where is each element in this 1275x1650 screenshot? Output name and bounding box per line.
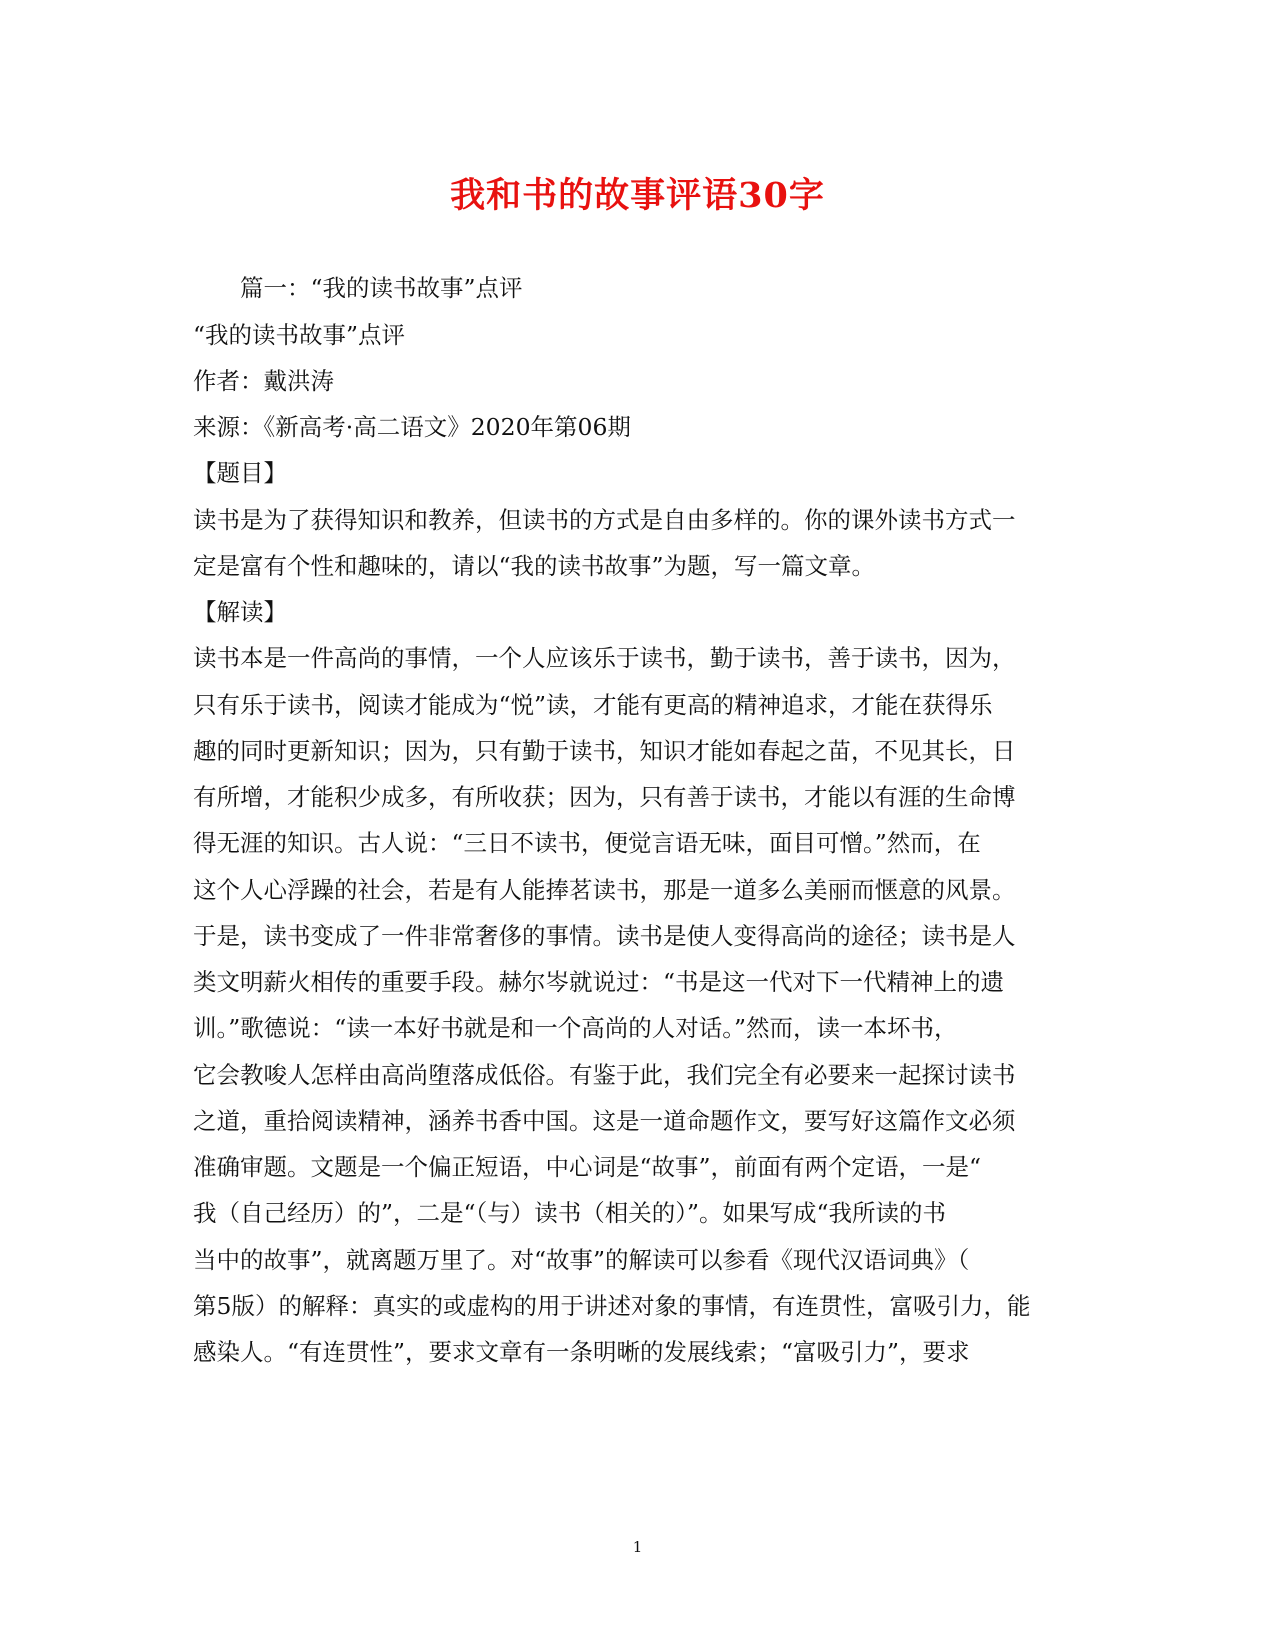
analysis-text-line: 趣的同时更新知识；因为，只有勤于读书，知识才能如春起之苗，不见其长，日 [193, 737, 1016, 765]
analysis-text-line: 类文明薪火相传的重要手段。赫尔岑就说过：“书是这一代对下一代精神上的遗 [193, 968, 1005, 996]
analysis-text-line: 第5版）的解释：真实的或虚构的用于讲述对象的事情，有连贯性，富吸引力，能 [193, 1292, 1031, 1320]
analysis-text-line: 准确审题。文题是一个偏正短语，中心词是“故事”，前面有两个定语，一是“ [193, 1153, 982, 1181]
analysis-text-line: 得无涯的知识。古人说：“三日不读书，便觉言语无味，面目可憎。”然而，在 [193, 829, 981, 857]
analysis-text-line: 只有乐于读书，阅读才能成为“悦”读，才能有更高的精神追求，才能在获得乐 [193, 691, 993, 719]
topic-heading: 【题目】 [193, 459, 287, 487]
source-line: 来源：《新高考·高二语文》2020年第06期 [193, 413, 631, 441]
analysis-text-line: 我（自己经历）的”，二是“（与）读书（相关的）”。如果写成“我所读的书 [193, 1199, 947, 1227]
topic-text-line: 读书是为了获得知识和教养，但读书的方式是自由多样的。你的课外读书方式一 [193, 506, 1016, 534]
page-number: 1 [632, 1538, 643, 1556]
article-title-line: “我的读书故事”点评 [193, 321, 406, 349]
analysis-text-line: 感染人。“有连贯性”，要求文章有一条明晰的发展线索；“富吸引力”，要求 [193, 1338, 970, 1366]
author-line: 作者：戴洪涛 [193, 367, 334, 395]
page-title: 我和书的故事评语30字 [450, 175, 825, 216]
analysis-text-line: 之道，重拾阅读精神，涵养书香中国。这是一道命题作文，要写好这篇作文必须 [193, 1107, 1016, 1135]
analysis-text-line: 它会教唆人怎样由高尚堕落成低俗。有鉴于此，我们完全有必要来一起探讨读书 [193, 1061, 1016, 1089]
analysis-text-line: 于是，读书变成了一件非常奢侈的事情。读书是使人变得高尚的途径；读书是人 [193, 922, 1016, 950]
topic-text-line: 定是富有个性和趣味的，请以“我的读书故事”为题，写一篇文章。 [193, 552, 876, 580]
analysis-text-line: 当中的故事”，就离题万里了。对“故事”的解读可以参看《现代汉语词典》（ [193, 1246, 970, 1274]
analysis-text-line: 这个人心浮躁的社会，若是有人能捧茗读书，那是一道多么美丽而惬意的风景。 [193, 876, 1016, 904]
analysis-text-line: 训。”歌德说：“读一本好书就是和一个高尚的人对话。”然而，读一本坏书， [193, 1014, 958, 1042]
analysis-text-line: 读书本是一件高尚的事情，一个人应该乐于读书，勤于读书，善于读书，因为， [193, 644, 1016, 672]
analysis-text-line: 有所增，才能积少成多，有所收获；因为，只有善于读书，才能以有涯的生命博 [193, 783, 1016, 811]
analysis-heading: 【解读】 [193, 598, 287, 626]
section-heading-line: 篇一：“我的读书故事”点评 [193, 274, 523, 302]
